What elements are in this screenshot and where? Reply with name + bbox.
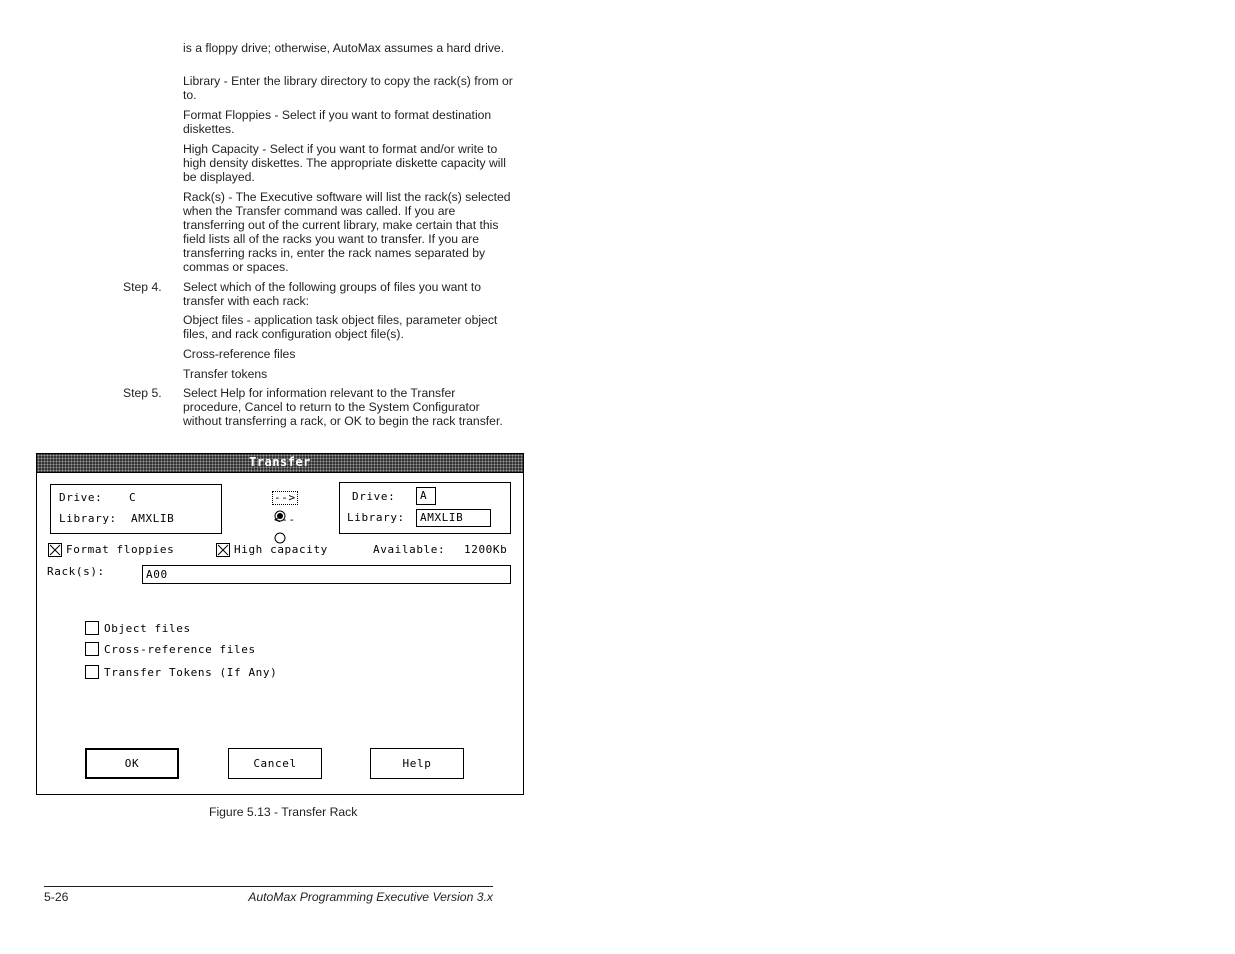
source-library-label: Library: (59, 512, 117, 525)
racks-label: Rack(s): (47, 565, 105, 578)
destination-drive-label: Drive: (352, 490, 396, 503)
dialog-title: Transfer (249, 455, 311, 469)
source-box (50, 484, 222, 534)
cancel-button[interactable]: Cancel (228, 748, 322, 779)
high-capacity-label[interactable]: High capacity (234, 543, 328, 556)
page-number: 5-26 (44, 890, 69, 904)
figure-caption: Figure 5.13 - Transfer Rack (209, 805, 358, 819)
direction-forward-radio[interactable] (256, 491, 268, 503)
footer-rule (44, 886, 493, 887)
help-button[interactable]: Help (370, 748, 464, 779)
body-paragraph-object-files: Object files - application task object files, parameter object files, and rack configuration object file(s). (183, 313, 498, 341)
cross-reference-files-checkbox[interactable] (85, 642, 99, 656)
racks-input[interactable] (142, 565, 511, 584)
body-paragraph-drive-note: is a floppy drive; otherwise, AutoMax assumes a hard drive. (183, 41, 505, 55)
object-files-label[interactable]: Object files (104, 622, 191, 635)
footer-title: AutoMax Programming Executive Version 3.x (248, 890, 493, 904)
transfer-tokens-label[interactable]: Transfer Tokens (If Any) (104, 666, 278, 679)
body-paragraph-high-capacity: High Capacity - Select if you want to format and/or write to high density diskettes. The appropriate diskette capacity will be displayed. (183, 142, 506, 184)
format-floppies-label[interactable]: Format floppies (66, 543, 175, 556)
transfer-tokens-checkbox[interactable] (85, 665, 99, 679)
body-paragraph-transfer-tokens: Transfer tokens (183, 367, 268, 381)
format-floppies-checkbox[interactable] (48, 543, 62, 557)
step-5-label: Step 5. (123, 386, 162, 400)
checkbox-checked-icon (217, 544, 229, 556)
high-capacity-checkbox[interactable] (216, 543, 230, 557)
destination-box (339, 482, 511, 534)
checkbox-checked-icon (49, 544, 61, 556)
source-drive-label: Drive: (59, 491, 103, 504)
available-label: Available: (373, 543, 446, 556)
destination-drive-field[interactable] (416, 487, 436, 505)
available-value: 1200Kb (464, 543, 508, 556)
destination-library-field[interactable] (416, 509, 491, 527)
direction-backward-label[interactable]: <-- (274, 513, 296, 526)
source-drive-value: C (129, 491, 137, 504)
body-paragraph-format-floppies: Format Floppies - Select if you want to format destination diskettes. (183, 108, 492, 136)
destination-library-label: Library: (347, 511, 405, 524)
body-paragraph-library: Library - Enter the library directory to copy the rack(s) from or to. (183, 74, 513, 102)
destination-drive-value: A (420, 489, 428, 502)
destination-library-value: AMXLIB (420, 511, 464, 524)
body-paragraph-cross-reference: Cross-reference files (183, 347, 296, 361)
transfer-dialog (36, 453, 524, 795)
step-4-label: Step 4. (123, 280, 162, 294)
step-4-text: Select which of the following groups of files you want to transfer with each rack: (183, 280, 482, 308)
cross-reference-files-label[interactable]: Cross-reference files (104, 643, 256, 656)
ok-button[interactable]: OK (85, 748, 179, 779)
dialog-title-bar[interactable] (37, 454, 523, 473)
direction-backward-radio[interactable] (256, 513, 268, 525)
object-files-checkbox[interactable] (85, 621, 99, 635)
body-paragraph-racks: Rack(s) - The Executive software will list the rack(s) selected when the Transfer command was called. If you are transferring out of the current library, make certain that this field lists all of the racks you want to transfer. If you are transferring racks in, enter the rack names separated by commas or spaces. (183, 190, 511, 274)
racks-value: A00 (146, 568, 168, 581)
direction-forward-label[interactable]: --> (274, 491, 296, 504)
source-library-value: AMXLIB (131, 512, 175, 525)
step-5-text: Select Help for information relevant to the Transfer procedure, Cancel to return to the System Configurator without transferring a rack, or OK to begin the rack transfer. (183, 386, 503, 428)
